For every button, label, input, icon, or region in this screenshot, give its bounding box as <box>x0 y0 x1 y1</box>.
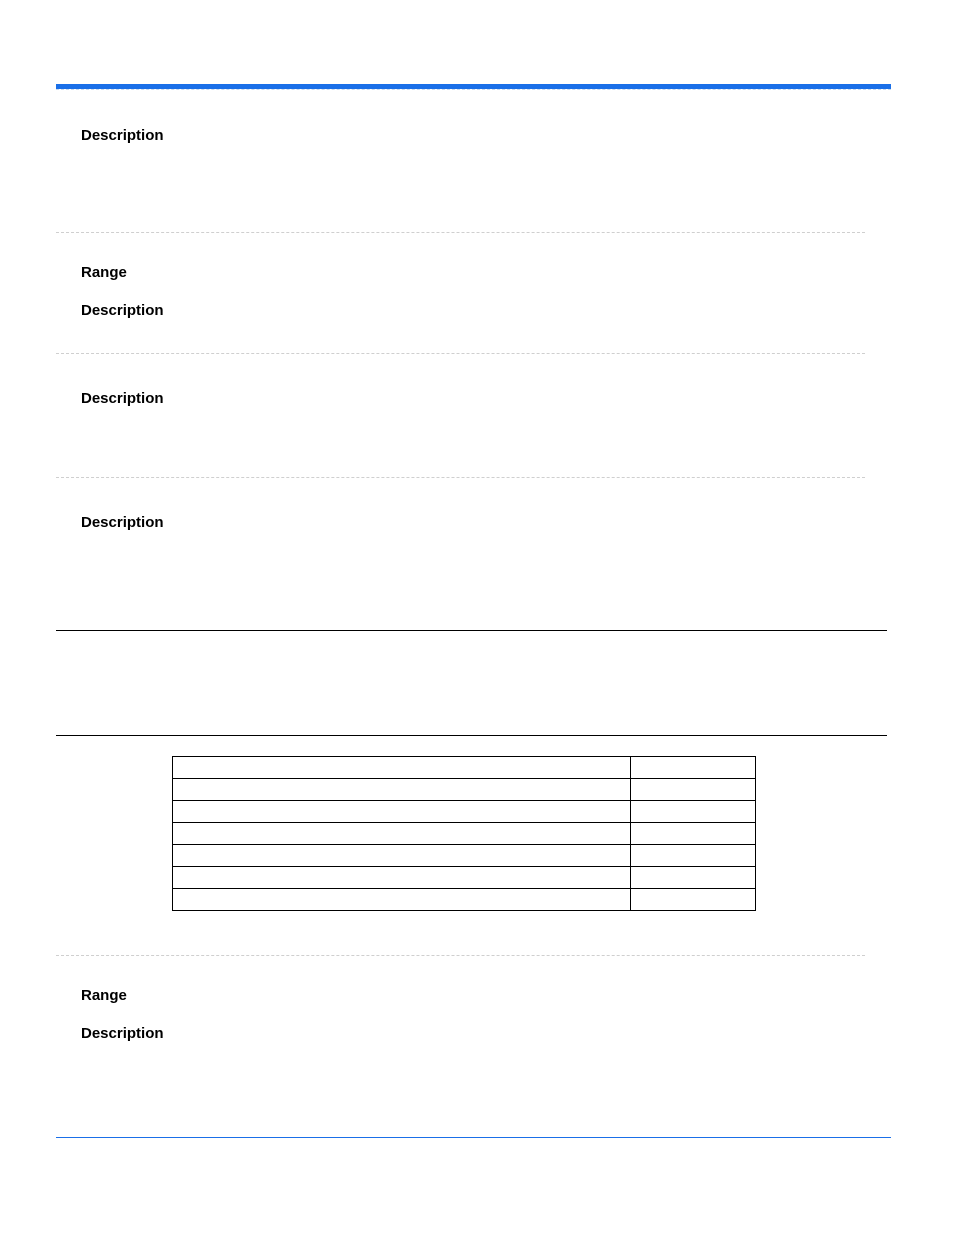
table-row <box>173 845 756 867</box>
table-cell <box>173 889 631 911</box>
table-cell <box>631 779 756 801</box>
table-row <box>173 867 756 889</box>
section-divider <box>56 353 865 354</box>
section-2-description-label: Description <box>81 302 164 319</box>
table-cell <box>631 823 756 845</box>
table-cell <box>631 845 756 867</box>
table-cell <box>173 867 631 889</box>
table-cell <box>173 801 631 823</box>
table-cell <box>173 757 631 779</box>
block-bottom-rule <box>56 735 887 736</box>
section-5-range-label: Range <box>81 987 127 1004</box>
section-divider <box>56 232 865 233</box>
table-cell <box>631 757 756 779</box>
table-cell <box>631 889 756 911</box>
table-cell <box>173 779 631 801</box>
table-row <box>173 801 756 823</box>
table-cell <box>631 867 756 889</box>
table-row <box>173 779 756 801</box>
block-top-rule <box>56 630 887 631</box>
section-4-description-label: Description <box>81 514 164 531</box>
table-cell <box>631 801 756 823</box>
table-row <box>173 823 756 845</box>
section-3-description-label: Description <box>81 390 164 407</box>
table-row <box>173 757 756 779</box>
table-cell <box>173 823 631 845</box>
table-row <box>173 889 756 911</box>
footer-rule <box>56 1137 891 1138</box>
header-divider <box>56 89 891 90</box>
section-2-range-label: Range <box>81 264 127 281</box>
section-1-description-label: Description <box>81 127 164 144</box>
section-divider <box>56 477 865 478</box>
values-table <box>172 756 756 911</box>
section-5-description-label: Description <box>81 1025 164 1042</box>
table-cell <box>173 845 631 867</box>
section-divider <box>56 955 865 956</box>
